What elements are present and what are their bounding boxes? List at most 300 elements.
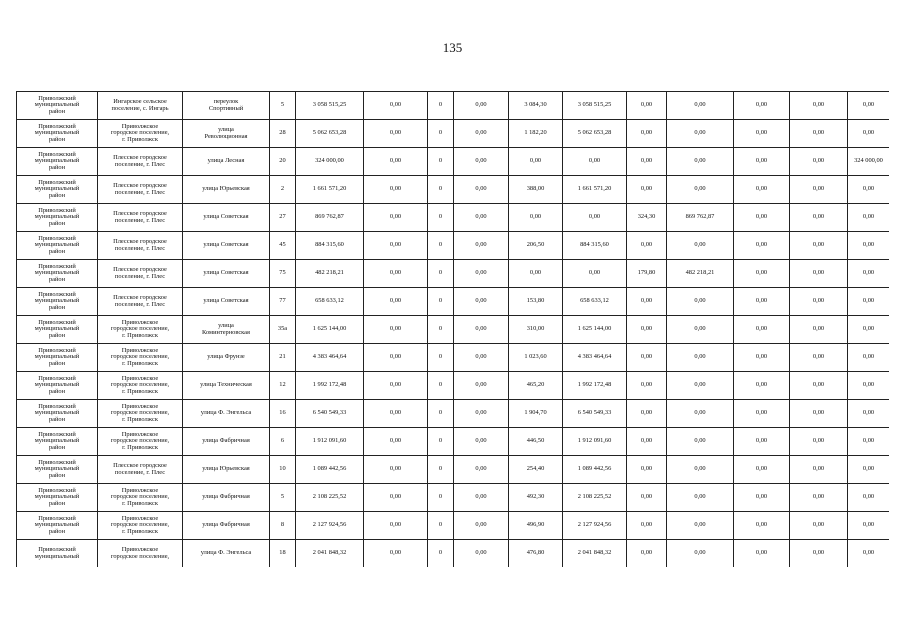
value-cell: 0,00 (454, 344, 509, 372)
cell-line: Приволжский (38, 318, 76, 326)
street-cell (183, 232, 270, 260)
value-cell: 0,00 (734, 204, 790, 232)
municipality-cell (17, 232, 98, 260)
value-cell: 0,00 (734, 92, 790, 120)
table-row (17, 232, 890, 260)
cell-line: улица (218, 322, 234, 330)
area-cell: 492,30 (509, 484, 563, 512)
total-cost-cell: 5 062 653,28 (296, 120, 364, 148)
value-cell: 0,00 (364, 372, 428, 400)
area-cell: 476,80 (509, 540, 563, 568)
cell-line: район (48, 499, 66, 507)
settlement-cell (98, 540, 183, 568)
cell-line: район (48, 107, 66, 115)
table-row (17, 92, 890, 120)
area-cell: 179,80 (627, 260, 667, 288)
street-cell (183, 120, 270, 148)
value-cell: 0,00 (734, 400, 790, 428)
street-cell (183, 260, 270, 288)
cost-cell: 0,00 (667, 288, 734, 316)
house-number-cell: 45 (270, 232, 296, 260)
cost-cell: 2 127 924,56 (563, 512, 627, 540)
total-cost-cell: 4 383 464,64 (296, 344, 364, 372)
settlement-cell (98, 176, 183, 204)
area-cell: 496,90 (509, 512, 563, 540)
page-number: 135 (442, 40, 463, 55)
cell-line: Приволжское (121, 346, 159, 354)
settlement-cell (98, 232, 183, 260)
cost-cell: 1 661 571,20 (563, 176, 627, 204)
total-cost-cell: 1 992 172,48 (296, 372, 364, 400)
cost-cell: 1 992 172,48 (563, 372, 627, 400)
value-cell: 0,00 (790, 316, 848, 344)
cell-line: поселение, с. Ингарь (111, 104, 169, 112)
cell-line: муниципальный (34, 353, 80, 361)
value-cell: 0,00 (790, 540, 848, 568)
street-cell (183, 372, 270, 400)
count-cell: 0 (428, 232, 454, 260)
cell-line: район (48, 331, 66, 339)
cell-line: муниципальный (34, 325, 80, 333)
municipality-cell (17, 540, 98, 568)
value-cell: 0,00 (454, 428, 509, 456)
cost-cell: 1 089 442,56 (563, 456, 627, 484)
cost-cell: 0,00 (667, 400, 734, 428)
area-cell: 0,00 (627, 120, 667, 148)
settlement-cell (98, 288, 183, 316)
value-cell: 0,00 (454, 316, 509, 344)
cell-line: поселение, г. Плес (114, 468, 166, 476)
value-cell: 0,00 (790, 400, 848, 428)
value-cell: 0,00 (848, 204, 890, 232)
street-cell (183, 316, 270, 344)
cell-line: Плесское городское (113, 154, 167, 162)
cost-cell: 0,00 (667, 456, 734, 484)
cost-cell: 0,00 (667, 540, 734, 568)
area-cell: 153,80 (509, 288, 563, 316)
value-cell: 0,00 (848, 428, 890, 456)
cost-cell: 0,00 (667, 232, 734, 260)
cell-line: Плесское городское (113, 266, 167, 274)
house-number-cell: 10 (270, 456, 296, 484)
value-cell: 0,00 (790, 428, 848, 456)
value-cell: 0,00 (848, 316, 890, 344)
cell-line: улица Фабричная (202, 493, 250, 501)
cell-line: улица Юрьевская (202, 185, 250, 193)
total-cost-cell: 3 058 515,25 (296, 92, 364, 120)
cost-cell: 884 315,60 (563, 232, 627, 260)
value-cell: 0,00 (790, 204, 848, 232)
house-number-cell: 16 (270, 400, 296, 428)
value-cell: 0,00 (790, 176, 848, 204)
cell-line: район (48, 135, 66, 143)
cell-line: улица (218, 126, 234, 134)
count-cell: 0 (428, 512, 454, 540)
cell-line: Приволжский (38, 290, 76, 298)
cell-line: улица Ф. Энгельса (200, 549, 252, 557)
cell-line: городское поселение, (110, 129, 170, 137)
municipality-cell (17, 260, 98, 288)
cell-line: Приволжский (38, 514, 76, 522)
area-cell: 3 084,30 (509, 92, 563, 120)
count-cell: 0 (428, 120, 454, 148)
cell-line: г. Приволжск (122, 359, 158, 367)
value-cell: 0,00 (454, 540, 509, 568)
value-cell: 0,00 (790, 232, 848, 260)
value-cell: 0,00 (364, 540, 428, 568)
cell-line: поселение, г. Плес (114, 244, 166, 252)
value-cell: 0,00 (734, 176, 790, 204)
area-cell: 0,00 (627, 372, 667, 400)
settlement-cell (98, 148, 183, 176)
value-cell: 0,00 (454, 204, 509, 232)
cell-line: район (48, 415, 66, 423)
house-number-cell: 27 (270, 204, 296, 232)
total-cost-cell: 1 661 571,20 (296, 176, 364, 204)
cost-cell: 0,00 (563, 260, 627, 288)
cost-cell: 658 633,12 (563, 288, 627, 316)
house-number-cell: 77 (270, 288, 296, 316)
municipality-cell (17, 288, 98, 316)
value-cell: 0,00 (734, 120, 790, 148)
cell-line: улица Фабричная (202, 521, 250, 529)
cost-cell: 0,00 (667, 176, 734, 204)
house-number-cell: 75 (270, 260, 296, 288)
cost-cell: 0,00 (667, 148, 734, 176)
street-cell (183, 176, 270, 204)
cell-line: Приволжский (38, 486, 76, 494)
area-cell: 0,00 (627, 148, 667, 176)
table-body (17, 92, 890, 568)
count-cell: 0 (428, 428, 454, 456)
value-cell: 0,00 (364, 428, 428, 456)
table-row (17, 288, 890, 316)
settlement-cell (98, 344, 183, 372)
street-cell (183, 456, 270, 484)
cell-line: переулок (213, 98, 239, 106)
cost-cell: 0,00 (667, 344, 734, 372)
area-cell: 1 904,70 (509, 400, 563, 428)
area-cell: 0,00 (627, 484, 667, 512)
house-number-cell: 8 (270, 512, 296, 540)
count-cell: 0 (428, 540, 454, 568)
cost-cell: 0,00 (563, 204, 627, 232)
value-cell: 0,00 (454, 232, 509, 260)
cell-line: Приволжское (121, 402, 159, 410)
cell-line: Приволжский (38, 346, 76, 354)
cell-line: Приволжское (121, 514, 159, 522)
cell-line: Приволжский (38, 206, 76, 214)
value-cell: 0,00 (848, 176, 890, 204)
cost-cell: 6 540 549,33 (563, 400, 627, 428)
value-cell: 0,00 (454, 260, 509, 288)
value-cell: 0,00 (454, 120, 509, 148)
house-number-cell: 12 (270, 372, 296, 400)
area-cell: 0,00 (627, 400, 667, 428)
cell-line: Ингарское сельское (113, 98, 167, 106)
value-cell: 0,00 (364, 400, 428, 428)
cell-line: улица Техническая (200, 381, 252, 389)
area-cell: 324,30 (627, 204, 667, 232)
count-cell: 0 (428, 344, 454, 372)
cell-line: Приволжский (38, 122, 76, 130)
value-cell: 0,00 (454, 92, 509, 120)
municipality-cell (17, 120, 98, 148)
area-cell: 0,00 (627, 176, 667, 204)
value-cell: 0,00 (734, 512, 790, 540)
settlement-cell (98, 400, 183, 428)
count-cell: 0 (428, 204, 454, 232)
settlement-cell (98, 316, 183, 344)
table-row (17, 400, 890, 428)
value-cell: 0,00 (734, 148, 790, 176)
area-cell: 254,40 (509, 456, 563, 484)
street-cell (183, 288, 270, 316)
cost-cell: 482 218,21 (667, 260, 734, 288)
cell-line: район (48, 443, 66, 451)
cell-line: Приволжское (121, 318, 159, 326)
cell-line: улица Советская (203, 213, 249, 221)
cell-line: район (48, 219, 66, 227)
municipality-cell (17, 484, 98, 512)
total-cost-cell: 482 218,21 (296, 260, 364, 288)
value-cell: 0,00 (790, 344, 848, 372)
cell-line: муниципальный (34, 465, 80, 473)
cell-line: Плесское городское (113, 210, 167, 218)
total-cost-cell: 884 315,60 (296, 232, 364, 260)
total-cost-cell: 1 912 091,60 (296, 428, 364, 456)
count-cell: 0 (428, 484, 454, 512)
cell-line: муниципальный (34, 297, 80, 305)
settlement-cell (98, 428, 183, 456)
cost-cell: 0,00 (667, 92, 734, 120)
value-cell: 0,00 (848, 456, 890, 484)
area-cell: 388,00 (509, 176, 563, 204)
cell-line: Приволжский (38, 458, 76, 466)
cost-cell: 0,00 (667, 120, 734, 148)
value-cell: 0,00 (364, 204, 428, 232)
cell-line: улица Ф. Энгельса (200, 409, 252, 417)
cell-line: улица Фрунзе (207, 353, 245, 361)
municipality-cell (17, 428, 98, 456)
cell-line: г. Приволжск (122, 415, 158, 423)
value-cell: 0,00 (734, 372, 790, 400)
count-cell: 0 (428, 400, 454, 428)
value-cell: 0,00 (848, 540, 890, 568)
cell-line: улица Советская (203, 241, 249, 249)
municipality-cell (17, 316, 98, 344)
count-cell: 0 (428, 456, 454, 484)
cell-line: муниципальный (34, 213, 80, 221)
value-cell: 0,00 (848, 484, 890, 512)
cell-line: городское поселение, (110, 521, 170, 529)
cell-line: Спортивный (208, 104, 244, 112)
value-cell: 0,00 (848, 232, 890, 260)
count-cell: 0 (428, 260, 454, 288)
cell-line: г. Приволжск (122, 135, 158, 143)
cell-line: поселение, г. Плес (114, 160, 166, 168)
municipality-cell (17, 176, 98, 204)
area-cell: 0,00 (627, 316, 667, 344)
settlement-cell (98, 456, 183, 484)
area-cell: 1 182,20 (509, 120, 563, 148)
table-row (17, 204, 890, 232)
table-row (17, 344, 890, 372)
cell-line: муниципальный (34, 493, 80, 501)
value-cell: 0,00 (364, 316, 428, 344)
value-cell: 0,00 (364, 512, 428, 540)
municipality-cell (17, 148, 98, 176)
value-cell: 0,00 (364, 176, 428, 204)
cost-cell: 4 383 464,64 (563, 344, 627, 372)
cell-line: муниципальный (34, 437, 80, 445)
cell-line: муниципальный (34, 381, 80, 389)
area-cell: 310,00 (509, 316, 563, 344)
table-row (17, 484, 890, 512)
cell-line: городское поселение, (110, 437, 170, 445)
value-cell: 0,00 (848, 260, 890, 288)
settlement-cell (98, 120, 183, 148)
municipality-cell (17, 92, 98, 120)
cell-line: Плесское городское (113, 182, 167, 190)
value-cell: 0,00 (848, 120, 890, 148)
count-cell: 0 (428, 316, 454, 344)
value-cell: 0,00 (734, 260, 790, 288)
table-row (17, 148, 890, 176)
cost-cell: 1 625 144,00 (563, 316, 627, 344)
street-cell (183, 344, 270, 372)
cell-line: район (48, 527, 66, 535)
value-cell: 0,00 (454, 148, 509, 176)
cost-cell: 5 062 653,28 (563, 120, 627, 148)
area-cell: 0,00 (627, 288, 667, 316)
value-cell: 0,00 (364, 148, 428, 176)
cell-line: поселение, г. Плес (114, 216, 166, 224)
cell-line: городское поселение, (110, 552, 170, 560)
table-row (17, 428, 890, 456)
table-row (17, 120, 890, 148)
area-cell: 206,50 (509, 232, 563, 260)
cell-line: Коминтерновская (202, 328, 250, 336)
cost-cell: 2 108 225,52 (563, 484, 627, 512)
table-row (17, 512, 890, 540)
cell-line: муниципальный (34, 129, 80, 137)
table-row (17, 176, 890, 204)
house-number-cell: 6 (270, 428, 296, 456)
count-cell: 0 (428, 372, 454, 400)
street-cell (183, 512, 270, 540)
table-row (17, 260, 890, 288)
cell-line: Приволжский (38, 262, 76, 270)
cell-line: Приволжское (121, 546, 159, 554)
house-number-cell: 35а (270, 316, 296, 344)
value-cell: 0,00 (454, 288, 509, 316)
street-cell (183, 92, 270, 120)
total-cost-cell: 324 000,00 (296, 148, 364, 176)
area-cell: 0,00 (627, 456, 667, 484)
street-cell (183, 204, 270, 232)
cell-line: улица Советская (203, 269, 249, 277)
cell-line: поселение, г. Плес (114, 300, 166, 308)
cell-line: район (48, 387, 66, 395)
cell-line: Приволжский (38, 402, 76, 410)
value-cell: 0,00 (734, 288, 790, 316)
street-cell (183, 428, 270, 456)
table-container (16, 91, 889, 567)
value-cell: 0,00 (364, 92, 428, 120)
cell-line: муниципальный (34, 157, 80, 165)
house-number-cell: 2 (270, 176, 296, 204)
value-cell: 0,00 (848, 92, 890, 120)
value-cell: 0,00 (848, 288, 890, 316)
value-cell: 0,00 (454, 372, 509, 400)
total-cost-cell: 1 625 144,00 (296, 316, 364, 344)
value-cell: 324 000,00 (848, 148, 890, 176)
settlement-cell (98, 512, 183, 540)
cell-line: район (48, 471, 66, 479)
area-cell: 0,00 (627, 512, 667, 540)
table-row (17, 456, 890, 484)
total-cost-cell: 658 633,12 (296, 288, 364, 316)
cell-line: Приволжский (38, 94, 76, 102)
municipality-cell (17, 512, 98, 540)
value-cell: 0,00 (364, 484, 428, 512)
cell-line: Приволжский (38, 374, 76, 382)
value-cell: 0,00 (734, 428, 790, 456)
cell-line: г. Приволжск (122, 387, 158, 395)
cell-line: г. Приволжск (122, 527, 158, 535)
house-number-cell: 5 (270, 484, 296, 512)
cell-line: муниципальный (34, 241, 80, 249)
settlement-cell (98, 484, 183, 512)
cell-line: г. Приволжск (122, 443, 158, 451)
cell-line: г. Приволжск (122, 499, 158, 507)
cell-line: Плесское городское (113, 294, 167, 302)
settlement-cell (98, 372, 183, 400)
house-number-cell: 20 (270, 148, 296, 176)
total-cost-cell: 2 041 848,32 (296, 540, 364, 568)
municipality-cell (17, 344, 98, 372)
value-cell: 0,00 (790, 372, 848, 400)
value-cell: 0,00 (790, 512, 848, 540)
value-cell: 0,00 (790, 120, 848, 148)
street-cell (183, 484, 270, 512)
value-cell: 0,00 (454, 400, 509, 428)
area-cell: 0,00 (509, 260, 563, 288)
municipality-cell (17, 204, 98, 232)
cell-line: муниципальный (34, 269, 80, 277)
cell-line: Приволжский (38, 234, 76, 242)
house-number-cell: 21 (270, 344, 296, 372)
value-cell: 0,00 (364, 344, 428, 372)
cell-line: городское поселение, (110, 325, 170, 333)
value-cell: 0,00 (848, 372, 890, 400)
area-cell: 465,20 (509, 372, 563, 400)
cell-line: Приволжское (121, 122, 159, 130)
table-row (17, 372, 890, 400)
cost-cell: 3 058 515,25 (563, 92, 627, 120)
value-cell: 0,00 (734, 232, 790, 260)
value-cell: 0,00 (790, 288, 848, 316)
cost-cell: 0,00 (667, 428, 734, 456)
total-cost-cell: 869 762,87 (296, 204, 364, 232)
cost-cell: 0,00 (667, 484, 734, 512)
settlement-cell (98, 92, 183, 120)
cell-line: улица Юрьевская (202, 465, 250, 473)
area-cell: 0,00 (627, 232, 667, 260)
cell-line: Приволжский (38, 150, 76, 158)
count-cell: 0 (428, 288, 454, 316)
